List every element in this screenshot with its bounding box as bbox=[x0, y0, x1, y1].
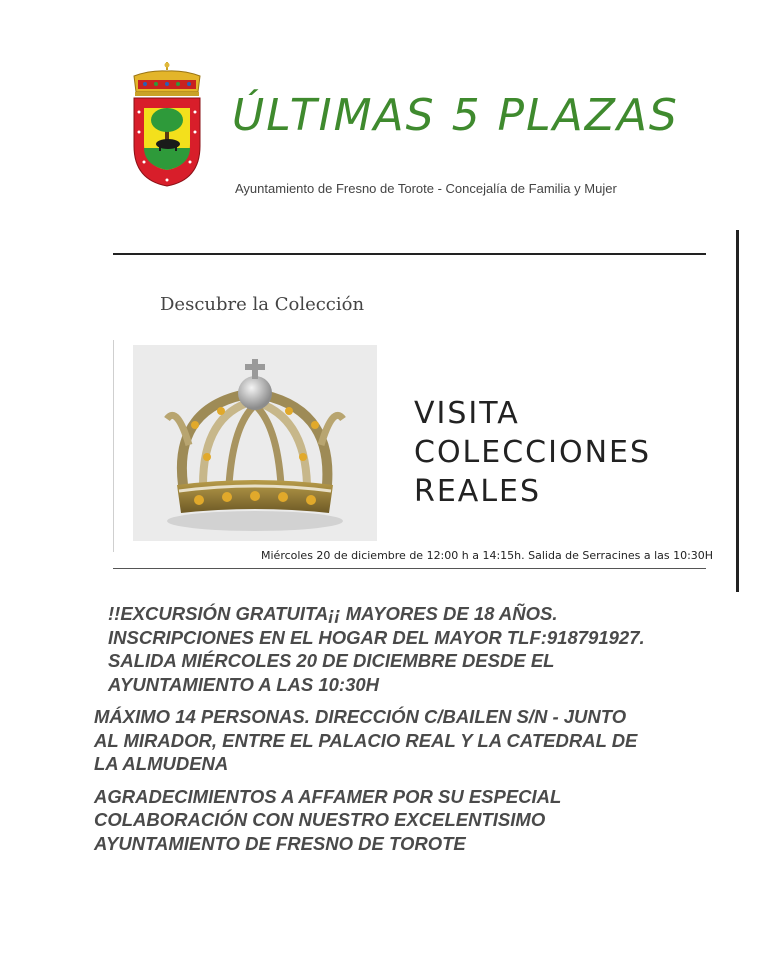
meeting-point-paragraph bbox=[94, 705, 714, 776]
visit-title-line: REALES bbox=[414, 474, 542, 509]
royal-crown-image-icon bbox=[133, 345, 377, 541]
vertical-divider bbox=[736, 230, 739, 592]
visit-title-line: VISITA bbox=[414, 396, 520, 431]
banner-left-divider bbox=[113, 340, 114, 552]
acknowledgements-paragraph bbox=[94, 785, 714, 856]
text-line: LA ALMUDENA bbox=[94, 753, 229, 774]
text-line: AGRADECIMIENTOS A AFFAMER POR SU ESPECIAL bbox=[94, 785, 562, 807]
banner-bottom-divider bbox=[113, 568, 706, 569]
visit-title-line: COLECCIONES bbox=[414, 435, 652, 470]
page-title: ÚLTIMAS 5 PLAZAS bbox=[232, 90, 679, 141]
visit-title bbox=[414, 394, 651, 511]
announcement-body bbox=[94, 602, 714, 864]
text-line: INSCRIPCIONES EN EL HOGAR DEL MAYOR TLF:918791927. bbox=[108, 626, 645, 648]
text-line: AYUNTAMIENTO A LAS 10:30H bbox=[108, 673, 380, 695]
text-line: SALIDA MIÉRCOLES 20 DE DICIEMBRE DESDE EL bbox=[108, 650, 555, 671]
page-subtitle: Ayuntamiento de Fresno de Torote - Concejalía de Familia y Mujer bbox=[235, 181, 617, 196]
text-line: AL MIRADOR, ENTRE EL PALACIO REAL Y LA CATEDRAL DE bbox=[94, 729, 638, 751]
registration-paragraph bbox=[94, 602, 714, 696]
visit-schedule: Miércoles 20 de diciembre de 12:00 h a 14:15h. Salida de Serracines a las 10:30H bbox=[261, 549, 714, 562]
text-line: MÁXIMO 14 PERSONAS. DIRECCIÓN C/BAILEN S/N - JUNTO bbox=[94, 706, 627, 727]
banner-top-divider bbox=[113, 253, 706, 255]
text-line: AYUNTAMIENTO DE FRESNO DE TOROTE bbox=[94, 832, 466, 854]
collection-label: Descubre la Colección bbox=[160, 294, 365, 315]
text-line: !!EXCURSIÓN GRATUITA¡¡ MAYORES DE 18 AÑOS. bbox=[108, 603, 558, 624]
text-line: COLABORACIÓN CON NUESTRO EXCELENTISIMO bbox=[94, 809, 546, 830]
municipal-coat-of-arms-icon bbox=[130, 62, 204, 188]
